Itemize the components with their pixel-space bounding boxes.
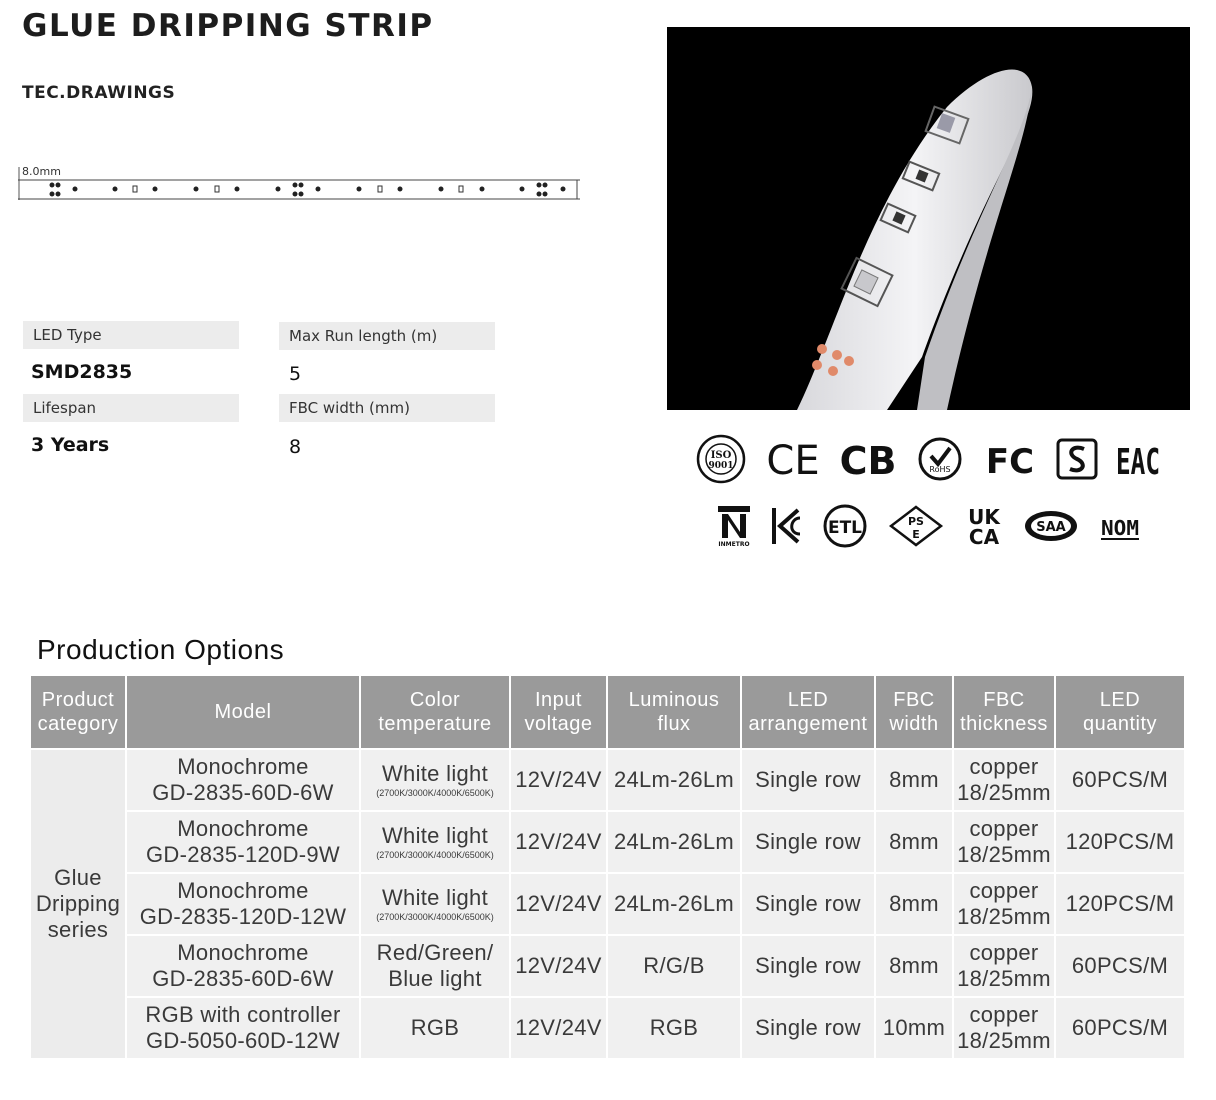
led-arrangement-cell: Single row	[741, 749, 875, 811]
iso-9001-icon	[696, 434, 746, 484]
led-quantity-cell: 60PCS/M	[1055, 749, 1184, 811]
input-voltage-cell: 12V/24V	[510, 997, 607, 1058]
svg-text:E: E	[912, 528, 920, 541]
fbc-thickness-cell: copper 18/25mm	[953, 811, 1055, 873]
input-voltage-cell: 12V/24V	[510, 811, 607, 873]
svg-text:RoHS: RoHS	[929, 465, 951, 474]
svg-text:CB: CB	[839, 439, 897, 483]
led-arrangement-cell: Single row	[741, 873, 875, 935]
luminous-flux-cell: R/G/B	[607, 935, 741, 997]
nom-icon	[1098, 504, 1142, 548]
max-run-label: Max Run length (m)	[279, 322, 495, 350]
column-header: Input voltage	[510, 676, 607, 749]
input-voltage-cell: 12V/24V	[510, 935, 607, 997]
column-header: FBC width	[875, 676, 953, 749]
svg-text:CA: CA	[968, 525, 1000, 549]
led-quantity-cell: 120PCS/M	[1055, 811, 1184, 873]
led-quantity-cell: 60PCS/M	[1055, 997, 1184, 1058]
inmetro-icon	[714, 504, 754, 548]
svg-text:KC: KC	[786, 547, 788, 548]
svg-text:SAA: SAA	[1036, 520, 1066, 535]
color-temperature-cell: White light (2700K/3000K/4000K/6500K)	[360, 811, 510, 873]
cb-icon	[838, 436, 898, 482]
strip-photo-svg	[667, 27, 1190, 410]
column-header: LED quantity	[1055, 676, 1184, 749]
led-type-label: LED Type	[23, 321, 239, 349]
fbc-thickness-cell: copper 18/25mm	[953, 935, 1055, 997]
ukca-icon	[962, 504, 1006, 548]
luminous-flux-cell: 24Lm-26Lm	[607, 749, 741, 811]
fbc-width-cell: 10mm	[875, 997, 953, 1058]
lifespan-value: 3 Years	[31, 434, 110, 456]
product-category-cell: Glue Dripping series	[31, 749, 126, 1058]
svg-text:PS: PS	[908, 515, 924, 528]
luminous-flux-cell: 24Lm-26Lm	[607, 873, 741, 935]
product-photo	[667, 27, 1190, 410]
column-header: FBC thickness	[953, 676, 1055, 749]
svg-text:INMETRO: INMETRO	[718, 541, 750, 548]
model-cell: Monochrome GD-2835-60D-6W	[126, 935, 360, 997]
color-temperature-cell: Red/Green/ Blue light	[360, 935, 510, 997]
model-cell: RGB with controller GD-5050-60D-12W	[126, 997, 360, 1058]
production-options-table	[31, 676, 1184, 1058]
luminous-flux-cell: RGB	[607, 997, 741, 1058]
model-cell: Monochrome GD-2835-60D-6W	[126, 749, 360, 811]
svg-text:UK: UK	[968, 505, 1000, 529]
ce-icon	[766, 436, 820, 482]
svg-text:CE: CE	[766, 438, 820, 484]
production-options-title: Production Options	[37, 634, 285, 665]
led-quantity-cell: 60PCS/M	[1055, 935, 1184, 997]
rohs-icon	[916, 436, 964, 482]
fcc-icon	[982, 436, 1038, 482]
fbc-width-value: 8	[289, 436, 302, 458]
column-header: Model	[126, 676, 360, 749]
led-type-value: SMD2835	[31, 361, 133, 383]
table-row	[31, 935, 1184, 997]
model-cell: Monochrome GD-2835-120D-9W	[126, 811, 360, 873]
column-header: LED arrangement	[741, 676, 875, 749]
led-quantity-cell: 120PCS/M	[1055, 873, 1184, 935]
saa-icon	[1022, 504, 1080, 548]
color-temperature-cell: White light (2700K/3000K/4000K/6500K)	[360, 873, 510, 935]
etl-icon	[822, 504, 868, 548]
svg-text:ISO: ISO	[710, 450, 732, 461]
pse-icon	[888, 504, 944, 548]
technical-drawing	[18, 163, 580, 205]
color-temperature-cell: RGB	[360, 997, 510, 1058]
svg-text:ETL: ETL	[827, 518, 863, 538]
section-subtitle: TEC.DRAWINGS	[22, 83, 176, 103]
input-voltage-cell: 12V/24V	[510, 749, 607, 811]
fbc-width-cell: 8mm	[875, 749, 953, 811]
column-header: Product category	[31, 676, 126, 749]
fbc-width-cell: 8mm	[875, 935, 953, 997]
strip-drawing-svg	[18, 163, 580, 205]
table-header-row	[31, 676, 1184, 749]
table-row	[31, 811, 1184, 873]
svg-text:9001: 9001	[708, 461, 734, 471]
max-run-value: 5	[289, 363, 302, 385]
fbc-thickness-cell: copper 18/25mm	[953, 749, 1055, 811]
kc-icon	[770, 504, 804, 548]
fbc-width-label: FBC width (mm)	[279, 394, 495, 422]
svg-text:EAC: EAC	[1116, 442, 1160, 483]
fbc-thickness-cell: copper 18/25mm	[953, 873, 1055, 935]
input-voltage-cell: 12V/24V	[510, 873, 607, 935]
led-arrangement-cell: Single row	[741, 997, 875, 1058]
model-cell: Monochrome GD-2835-120D-12W	[126, 873, 360, 935]
svg-text:FC: FC	[985, 442, 1035, 482]
fbc-thickness-cell: copper 18/25mm	[953, 997, 1055, 1058]
column-header: Color temperature	[360, 676, 510, 749]
lifespan-label: Lifespan	[23, 394, 239, 422]
svg-text:NOM: NOM	[1101, 516, 1139, 540]
fbc-width-cell: 8mm	[875, 873, 953, 935]
luminous-flux-cell: 24Lm-26Lm	[607, 811, 741, 873]
s-mark-icon	[1054, 436, 1100, 482]
fbc-width-cell: 8mm	[875, 811, 953, 873]
page-title: GLUE DRIPPING STRIP	[22, 8, 434, 44]
color-temperature-cell: White light (2700K/3000K/4000K/6500K)	[360, 749, 510, 811]
table-row	[31, 749, 1184, 811]
column-header: Luminous flux	[607, 676, 741, 749]
led-arrangement-cell: Single row	[741, 935, 875, 997]
dimension-label: 8.0mm	[22, 165, 61, 178]
table-row	[31, 873, 1184, 935]
led-arrangement-cell: Single row	[741, 811, 875, 873]
table-row	[31, 997, 1184, 1058]
eac-icon	[1114, 436, 1162, 482]
